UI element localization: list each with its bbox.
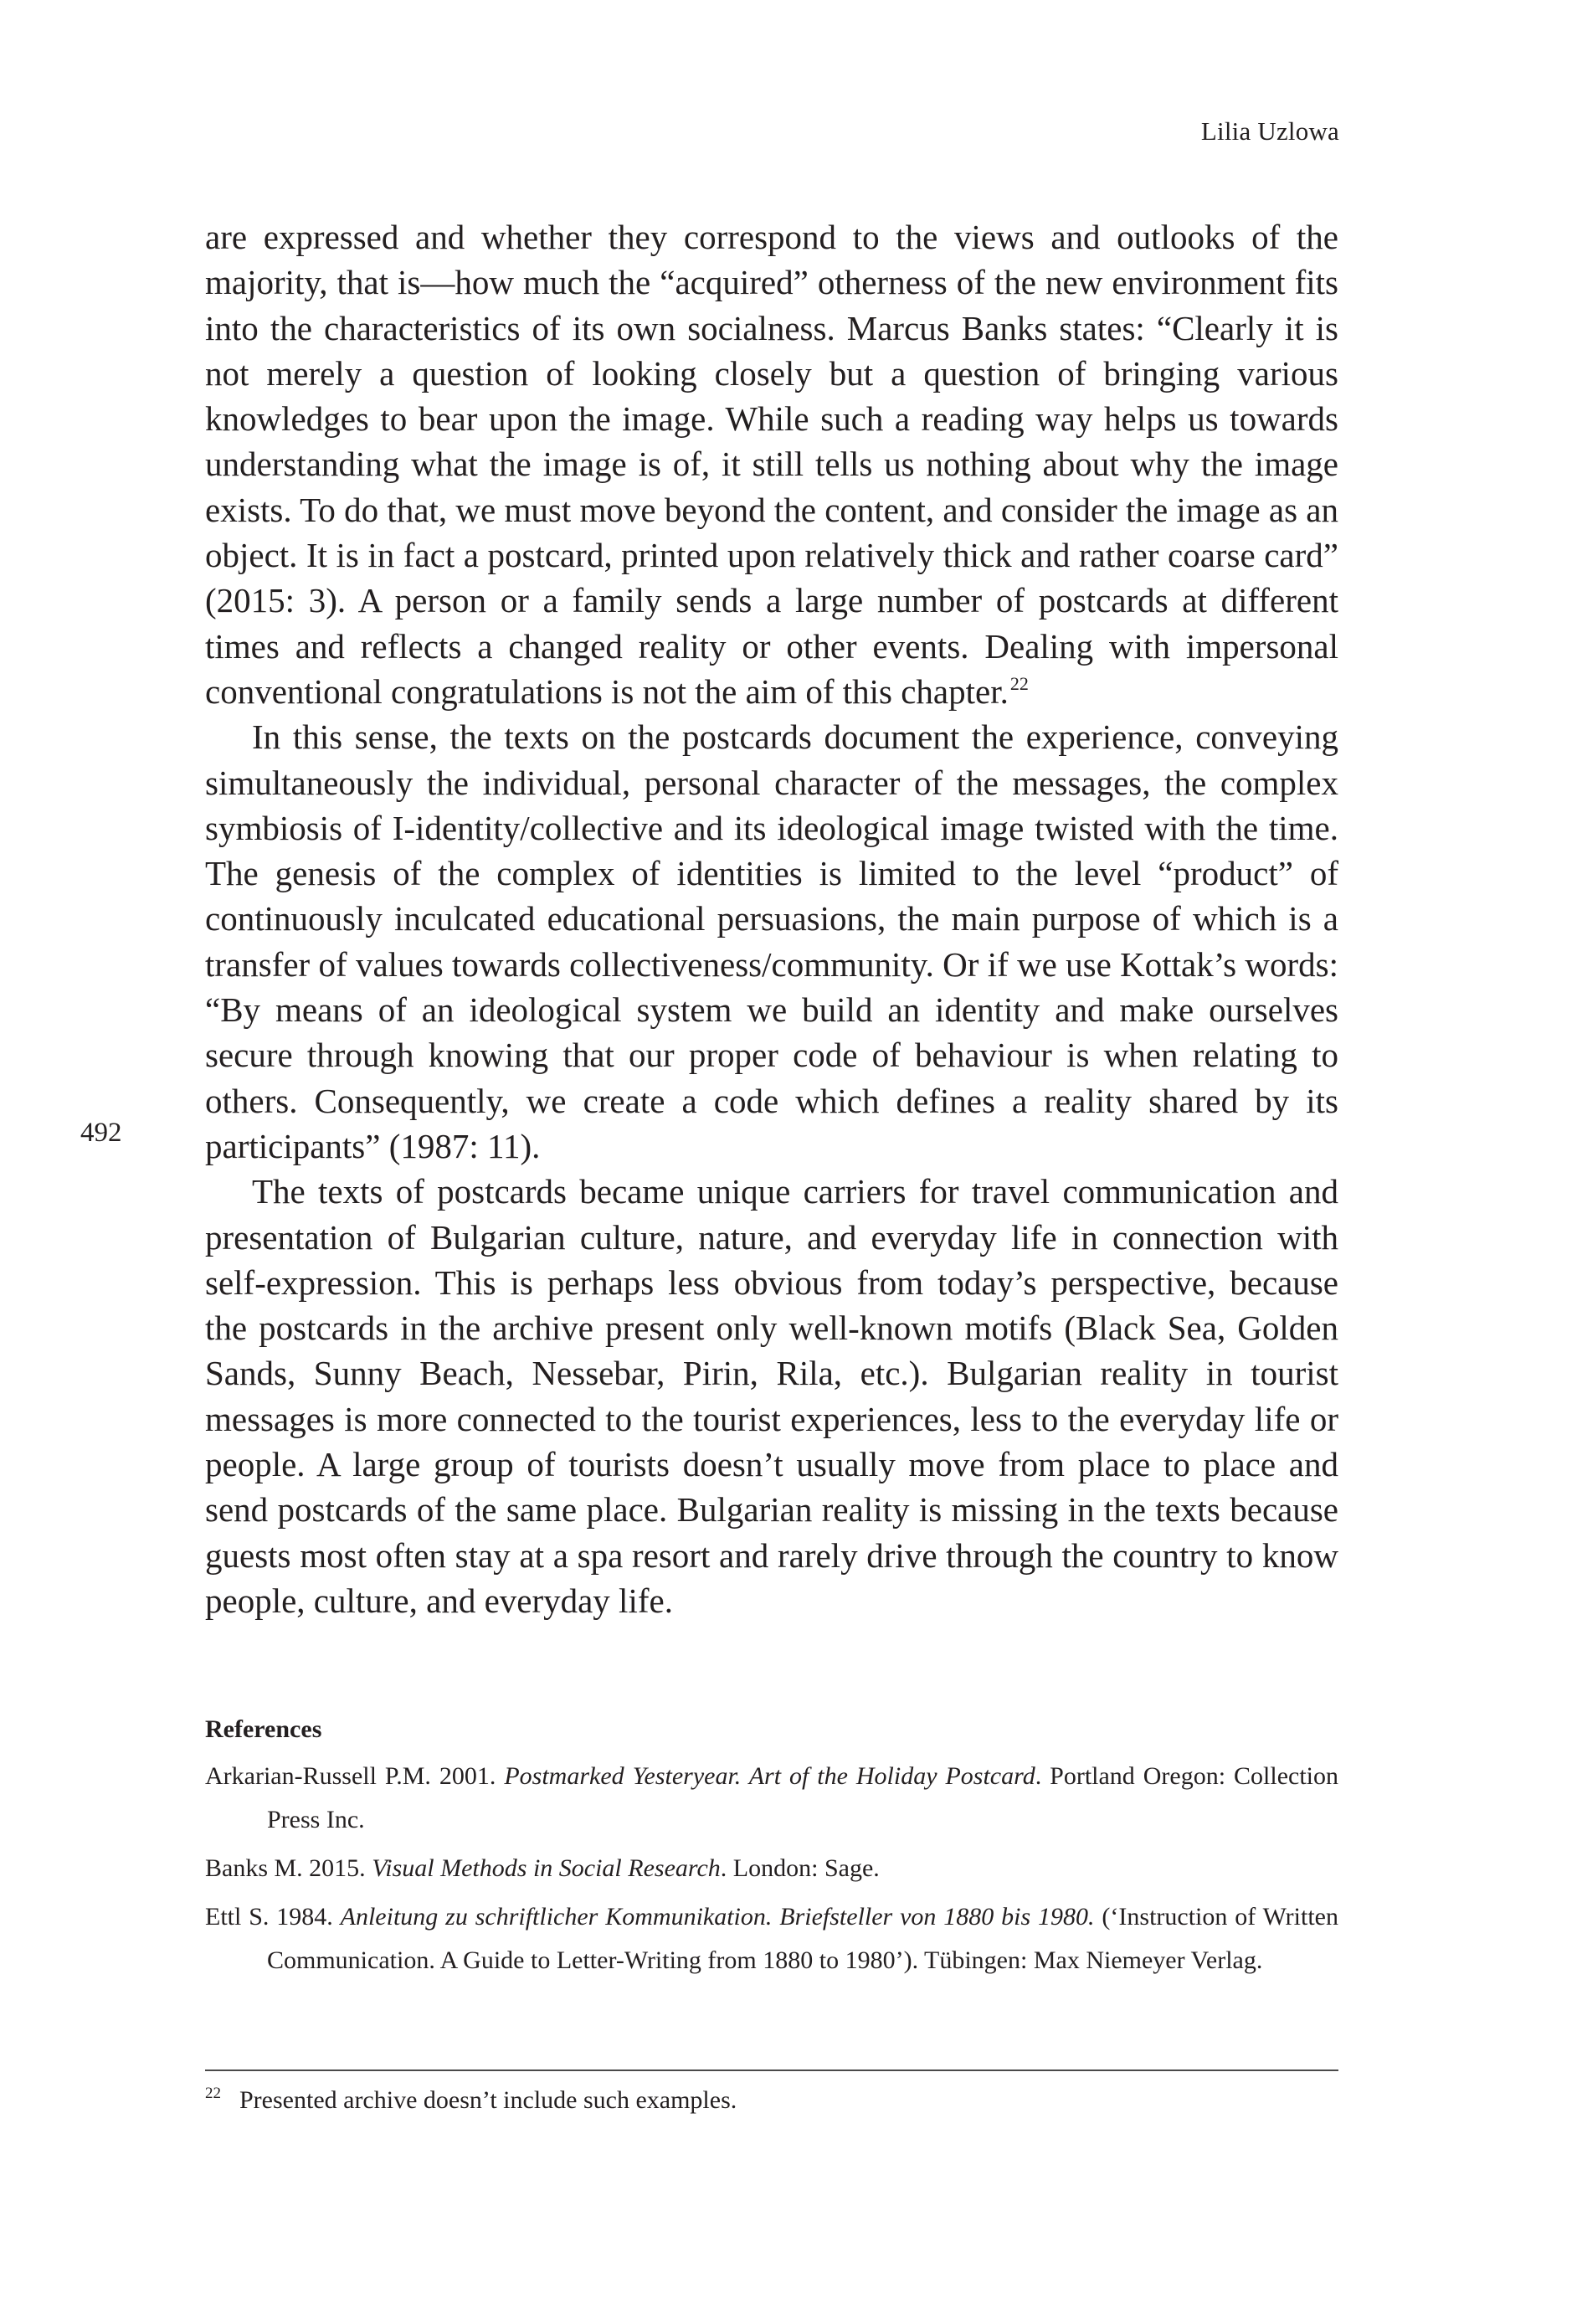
- reference-author-year: Arkarian-Russell P.M. 2001.: [205, 1762, 505, 1790]
- body-paragraph-2: In this sense, the texts on the postcards document the experience, conveying simultaneously the individual, personal character of the messages, the complex symbiosis of I-identity/collective and its ideological image twisted with the time. The genesis of the complex of identities is limited to the level “product” of continuously inculcated educational persuasions, the main purpose of which is a transfer of values towards collectiveness/community. Or if we use Kottak’s words: “By means of an ideological system we build an identity and make ourselves secure through knowing that our proper code of behaviour is when relating to others. Consequently, we create a code which defines a reality shared by its participants” (1987: 11).: [205, 717, 1338, 1165]
- reference-entry: [205, 1755, 1338, 1842]
- reference-title: Visual Methods in Social Research: [372, 1854, 721, 1882]
- reference-publication: . Portland Oregon: Collection Press Inc.: [267, 1762, 1338, 1833]
- reference-title: Anleitung zu schriftlicher Kommunikation. Briefsteller von 1880 bis 1980.: [340, 1903, 1095, 1931]
- reference-entry: [205, 1895, 1338, 1982]
- footnote-number: 22: [205, 2085, 221, 2102]
- reference-author-year: Banks M. 2015.: [205, 1854, 372, 1882]
- footnote: [205, 2082, 1338, 2119]
- reference-author-year: Ettl S. 1984.: [205, 1903, 341, 1931]
- body-paragraph-1: [205, 214, 1338, 714]
- reference-entry: [205, 1847, 1338, 1890]
- footnote-text: Presented archive doesn’t include such examples.: [239, 2086, 737, 2114]
- reference-title: Postmarked Yesteryear. Art of the Holiday Postcard: [504, 1762, 1035, 1790]
- body-text: [205, 214, 1338, 1623]
- references-heading: References: [205, 1715, 322, 1743]
- footnote-divider: [205, 2069, 1338, 2071]
- paragraph-text: are expressed and whether they correspond to the views and outlooks of the majority, that is—how much the “acquired” otherness of the new environment fits into the characteristics of its own socialness. Marcus Banks states: “Clearly it is not merely a question of looking closely but a question of bringing various knowledges to bear upon the image. While such a reading way helps us towards understanding what the image is of, it still tells us nothing about why the image exists. To do that, we must move beyond the content, and consider the image as an object. It is in fact a postcard, printed upon relatively thick and rather coarse card” (2015: 3). A person or a family sends a large number of postcards at different times and reflects a changed reality or other events. Dealing with impersonal conventional congratulations is not the aim of this chapter.: [205, 218, 1338, 711]
- references-section: [205, 1708, 1338, 1987]
- reference-publication: (‘Instruction of Written Communication. A Guide to Letter-Writing from 1880 to 1980’). Tübingen: Max Niemeyer Verlag.: [267, 1903, 1338, 1974]
- footnote-reference: 22: [1009, 672, 1029, 694]
- running-head: Lilia Uzlowa: [1200, 116, 1339, 146]
- page-number: 492: [80, 1118, 122, 1148]
- reference-publication: . London: Sage.: [720, 1854, 880, 1882]
- body-paragraph-3: The texts of postcards became unique carriers for travel communication and presentation of Bulgarian culture, nature, and everyday life in connection with self-expression. This is perhaps less obvious from today’s perspective, because the postcards in the archive present only well-known motifs (Black Sea, Golden Sands, Sunny Beach, Nessebar, Pirin, Rila, etc.). Bulgarian reality in tourist messages is more connected to the tourist experiences, less to the everyday life or people. A large group of tourists doesn’t usually move from place to place and send postcards of the same place. Bulgarian reality is missing in the texts because guests most often stay at a spa resort and rarely drive through the country to know people, culture, and everyday life.: [205, 1172, 1338, 1620]
